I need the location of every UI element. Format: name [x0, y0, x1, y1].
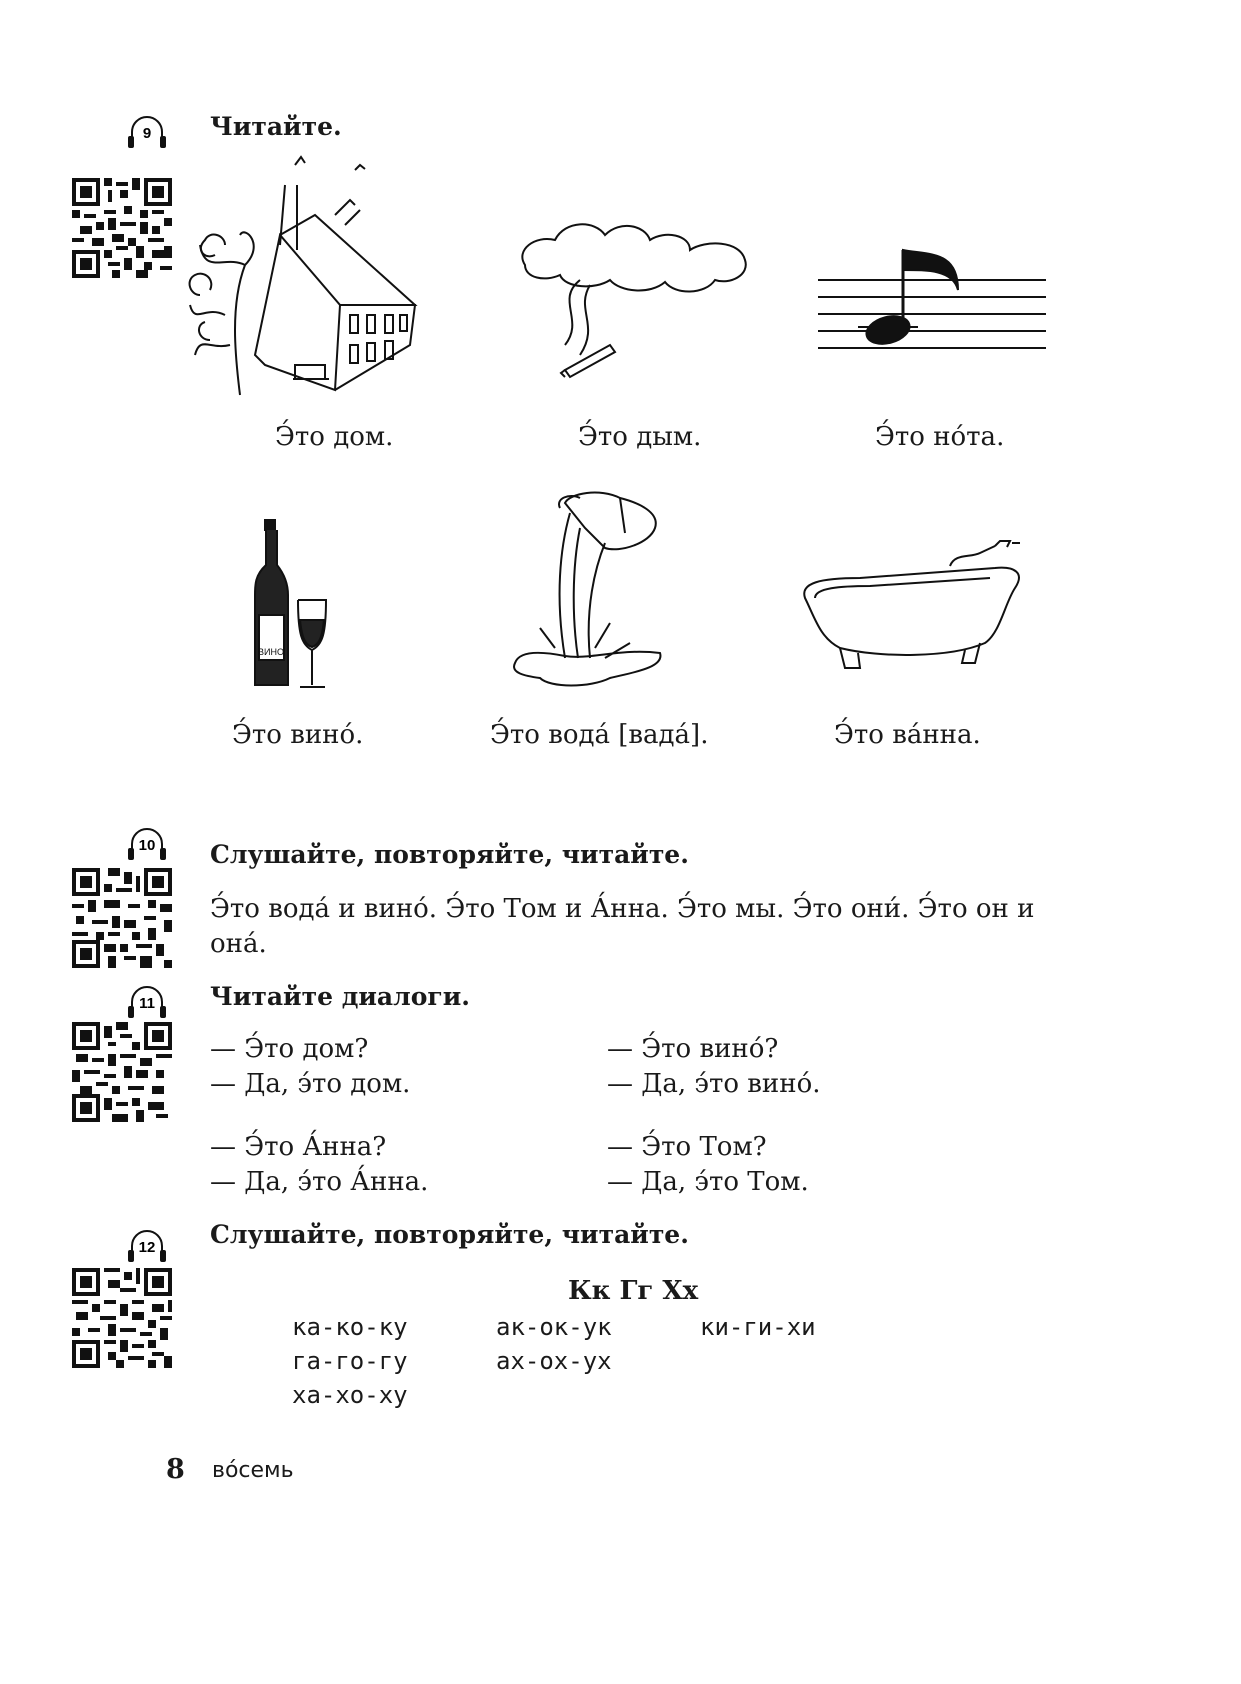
dialog-line: — Э́то вино́?: [607, 1034, 779, 1064]
water-bucket-picture: [510, 488, 670, 693]
headphones-icon: [124, 978, 170, 1024]
smoke-picture: [505, 210, 760, 380]
exercise-text: Э́то вода́ и вино́. Э́то Том и А́нна. Э́то мы. Э́то они́. Э́то он и она́.: [210, 894, 1035, 959]
exercise-title: Слушайте, повторяйте, читайте.: [210, 840, 689, 869]
caption-house: Э́то дом.: [275, 422, 394, 452]
dialog-line: — Да, э́то вино́.: [607, 1069, 821, 1099]
dialog-1: [210, 1032, 410, 1102]
page-number: 8: [166, 1454, 185, 1485]
syllable-column-1: [292, 1310, 408, 1412]
qr-code-icon: [72, 868, 172, 968]
wine-picture: [250, 515, 340, 695]
exercise-title: Читайте диалоги.: [210, 982, 470, 1011]
qr-code-icon: [72, 1268, 172, 1368]
exercise-number: 10: [138, 837, 156, 854]
syllable-row: га-го-гу: [292, 1347, 408, 1375]
dialog-line: — Да, э́то А́нна.: [210, 1167, 429, 1197]
letters-heading: Кк Гг Хх: [568, 1276, 699, 1306]
headphones-icon: [124, 1222, 170, 1268]
syllable-row: ка-ко-ку: [292, 1313, 408, 1341]
house-picture: [185, 155, 425, 405]
dialog-line: — Э́то Том?: [607, 1132, 767, 1162]
exercise-number: 12: [138, 1239, 156, 1256]
exercise-number: 9: [142, 125, 152, 142]
dialog-line: — Э́то дом?: [210, 1034, 369, 1064]
caption-bath: Э́то ва́нна.: [834, 720, 981, 750]
qr-code-icon: [72, 178, 172, 278]
headphones-icon: [124, 108, 170, 154]
dialog-line: — Э́то А́нна?: [210, 1132, 387, 1162]
dialog-line: — Да, э́то дом.: [210, 1069, 411, 1099]
exercise-title: Слушайте, повторяйте, читайте.: [210, 1220, 689, 1249]
syllable-row: ак-ок-ук: [496, 1313, 612, 1341]
syllable-row: ах-ох-ух: [496, 1347, 612, 1375]
syllable-row: ки-ги-хи: [700, 1313, 816, 1341]
exercise-title: Читайте.: [210, 112, 342, 141]
syllable-column-2: [496, 1310, 612, 1378]
bathtub-picture: [800, 538, 1030, 683]
dialog-line: — Да, э́то Том.: [607, 1167, 809, 1197]
exercise-number: 11: [139, 995, 155, 1012]
dialog-3: [210, 1130, 428, 1200]
syllable-column-3: [700, 1310, 816, 1344]
svg-text:ВИНО: ВИНО: [258, 647, 284, 657]
dialog-2: [607, 1032, 821, 1102]
syllable-row: ха-хо-ху: [292, 1381, 408, 1409]
caption-note: Э́то но́та.: [875, 422, 1005, 452]
qr-code-icon: [72, 1022, 172, 1122]
page-number-word: во́семь: [212, 1458, 294, 1483]
dialog-4: [607, 1130, 809, 1200]
music-note-picture: [818, 245, 1048, 355]
caption-smoke: Э́то дым.: [578, 422, 702, 452]
caption-wine: Э́то вино́.: [232, 720, 364, 750]
caption-water: Э́то вода́ [вада́].: [490, 720, 709, 750]
headphones-icon: [124, 820, 170, 866]
